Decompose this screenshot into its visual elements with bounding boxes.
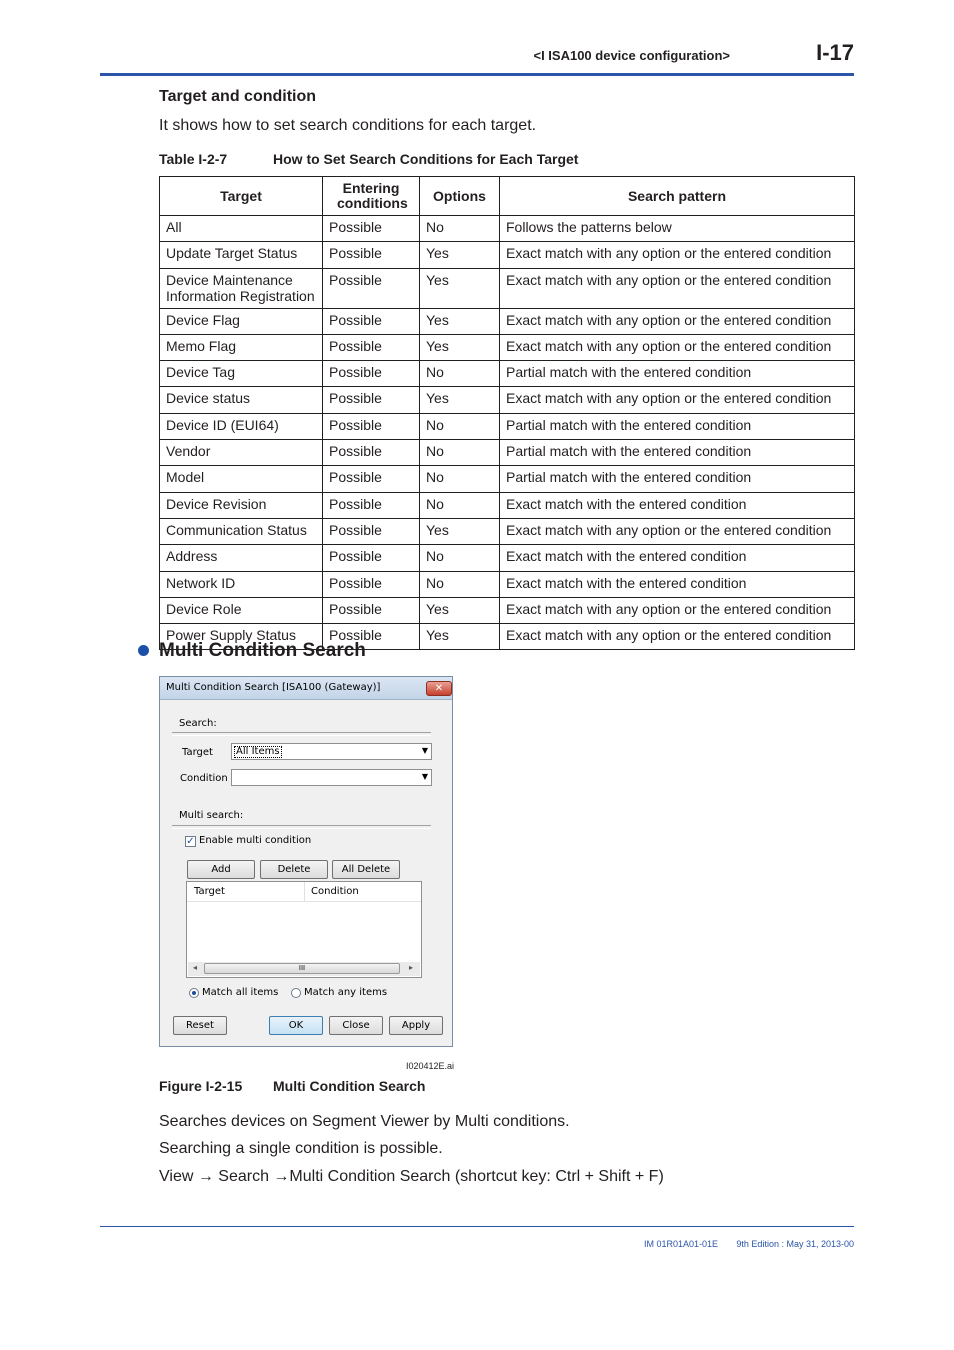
cell-target: Device ID (EUI64) — [160, 413, 323, 439]
cell-target: Model — [160, 466, 323, 492]
table-row — [160, 545, 855, 571]
conditions-list[interactable] — [186, 881, 422, 978]
multi-condition-search-dialog — [159, 676, 453, 1047]
match-any-radio[interactable] — [291, 988, 301, 998]
search-group-label: Search: — [179, 718, 217, 729]
cell-entering-conditions: Possible — [323, 361, 420, 387]
figure-caption-number: Figure I-2-15 — [159, 1078, 243, 1094]
subsection-title: Multi Condition Search — [159, 640, 366, 661]
cell-options: No — [420, 545, 500, 571]
cell-entering-conditions: Possible — [323, 413, 420, 439]
dialog-title: Multi Condition Search [ISA100 (Gateway)] — [166, 682, 381, 693]
cell-options: No — [420, 492, 500, 518]
multi-search-group-label: Multi search: — [179, 810, 244, 821]
table-row — [160, 440, 855, 466]
cell-options: No — [420, 571, 500, 597]
add-button[interactable]: Add — [187, 860, 255, 879]
search-group-rule — [172, 732, 431, 736]
body-paragraph-2: Searching a single condition is possible. — [159, 1140, 443, 1157]
cell-search-pattern: Exact match with any option or the entered condition — [500, 268, 855, 308]
cell-options: No — [420, 216, 500, 242]
cell-options: Yes — [420, 624, 500, 650]
body-paragraph-3: View → Search →Multi Condition Search (shortcut key: Ctrl + Shift + F) — [159, 1168, 664, 1185]
table-row — [160, 308, 855, 334]
cell-options: No — [420, 466, 500, 492]
reset-button[interactable]: Reset — [173, 1016, 227, 1035]
table-row — [160, 571, 855, 597]
bullet-icon — [138, 645, 149, 656]
cell-options: No — [420, 361, 500, 387]
chevron-down-icon: ▼ — [421, 746, 428, 755]
cell-target: Device Tag — [160, 361, 323, 387]
cell-entering-conditions: Possible — [323, 334, 420, 360]
footer-rule — [100, 1226, 854, 1227]
running-header: <I ISA100 device configuration> — [533, 48, 730, 63]
condition-label: Condition — [180, 773, 228, 784]
close-icon[interactable]: ✕ — [426, 681, 452, 696]
cell-search-pattern: Partial match with the entered condition — [500, 440, 855, 466]
search-conditions-table — [159, 176, 855, 650]
table-body — [160, 216, 855, 650]
table-row — [160, 466, 855, 492]
enable-multi-condition-checkbox[interactable]: ✓ — [186, 836, 195, 847]
cell-entering-conditions: Possible — [323, 242, 420, 268]
header-rule — [100, 73, 854, 76]
cell-entering-conditions: Possible — [323, 571, 420, 597]
delete-button[interactable]: Delete — [260, 860, 328, 879]
table-row — [160, 597, 855, 623]
cell-target: Device Maintenance Information Registration — [160, 268, 323, 308]
list-col-condition[interactable]: Condition — [311, 886, 359, 897]
table-header-row — [160, 177, 855, 216]
cell-search-pattern: Exact match with any option or the entered condition — [500, 624, 855, 650]
cell-options: Yes — [420, 242, 500, 268]
cell-search-pattern: Exact match with any option or the entered condition — [500, 597, 855, 623]
cell-search-pattern: Exact match with the entered condition — [500, 571, 855, 597]
body-paragraph-1: Searches devices on Segment Viewer by Multi conditions. — [159, 1113, 570, 1130]
cell-entering-conditions: Possible — [323, 545, 420, 571]
footer-edition: 9th Edition : May 31, 2013-00 — [736, 1239, 854, 1249]
cell-options: No — [420, 440, 500, 466]
table-row — [160, 268, 855, 308]
page-number: I-17 — [816, 40, 854, 65]
table-row — [160, 387, 855, 413]
chevron-down-icon: ▼ — [421, 772, 428, 781]
target-label: Target — [182, 747, 213, 758]
cell-target: Communication Status — [160, 518, 323, 544]
cell-entering-conditions: Possible — [323, 624, 420, 650]
cell-entering-conditions: Possible — [323, 518, 420, 544]
multi-search-group-rule — [172, 825, 431, 829]
list-col-separator — [304, 882, 305, 901]
conditions-list-header — [187, 882, 421, 902]
cell-target: Device Revision — [160, 492, 323, 518]
table-caption-number: Table I-2-7 — [159, 151, 228, 167]
table-row — [160, 334, 855, 360]
cell-search-pattern: Exact match with any option or the entered condition — [500, 518, 855, 544]
cell-search-pattern: Exact match with any option or the entered condition — [500, 308, 855, 334]
target-dropdown-value: All Items — [236, 746, 280, 757]
cell-target: Update Target Status — [160, 242, 323, 268]
scroll-right-icon[interactable]: ▸ — [409, 963, 414, 972]
cell-search-pattern: Exact match with the entered condition — [500, 545, 855, 571]
scrollbar-thumb[interactable]: III — [204, 963, 400, 974]
all-delete-button[interactable]: All Delete — [332, 860, 400, 879]
col-header-options: Options — [420, 177, 500, 216]
cell-entering-conditions: Possible — [323, 268, 420, 308]
table-row — [160, 216, 855, 242]
cell-target: Memo Flag — [160, 334, 323, 360]
condition-dropdown[interactable] — [231, 769, 432, 786]
cell-search-pattern: Exact match with any option or the entered condition — [500, 334, 855, 360]
cell-entering-conditions: Possible — [323, 308, 420, 334]
cell-entering-conditions: Possible — [323, 597, 420, 623]
match-all-radio[interactable] — [189, 988, 199, 998]
cell-search-pattern: Partial match with the entered condition — [500, 361, 855, 387]
cell-target: Address — [160, 545, 323, 571]
cell-options: Yes — [420, 308, 500, 334]
cell-search-pattern: Exact match with any option or the entered condition — [500, 387, 855, 413]
cell-target: All — [160, 216, 323, 242]
close-button[interactable]: Close — [329, 1016, 383, 1035]
target-dropdown[interactable] — [231, 743, 432, 760]
table-row — [160, 361, 855, 387]
list-col-target[interactable]: Target — [194, 886, 225, 897]
figure-file-id: I020412E.ai — [405, 1061, 454, 1071]
cell-entering-conditions: Possible — [323, 216, 420, 242]
table-row — [160, 518, 855, 544]
cell-search-pattern: Partial match with the entered condition — [500, 466, 855, 492]
match-all-label: Match all items — [202, 987, 279, 998]
table-caption-title: How to Set Search Conditions for Each Target — [273, 151, 579, 167]
match-any-label: Match any items — [304, 987, 388, 998]
table-row — [160, 413, 855, 439]
cell-entering-conditions: Possible — [323, 387, 420, 413]
cell-options: No — [420, 413, 500, 439]
cell-target: Device status — [160, 387, 323, 413]
apply-button[interactable]: Apply — [389, 1016, 443, 1035]
cell-entering-conditions: Possible — [323, 492, 420, 518]
cell-options: Yes — [420, 387, 500, 413]
cell-options: Yes — [420, 597, 500, 623]
cell-target: Network ID — [160, 571, 323, 597]
cell-options: Yes — [420, 518, 500, 544]
cell-options: Yes — [420, 268, 500, 308]
ok-button[interactable]: OK — [269, 1016, 323, 1035]
cell-search-pattern: Follows the patterns below — [500, 216, 855, 242]
table-row — [160, 242, 855, 268]
horizontal-scrollbar[interactable] — [188, 962, 420, 976]
cell-target: Device Flag — [160, 308, 323, 334]
cell-search-pattern: Exact match with any option or the entered condition — [500, 242, 855, 268]
col-header-target: Target — [160, 177, 323, 216]
table-row — [160, 492, 855, 518]
footer-document-number: IM 01R01A01-01E — [643, 1239, 718, 1249]
enable-multi-condition-label: Enable multi condition — [199, 835, 312, 846]
scroll-left-icon[interactable]: ◂ — [193, 963, 198, 972]
cell-target: Vendor — [160, 440, 323, 466]
cell-entering-conditions: Possible — [323, 466, 420, 492]
cell-target: Power Supply Status — [160, 624, 323, 650]
cell-options: Yes — [420, 334, 500, 360]
dialog-titlebar — [160, 677, 452, 700]
section-text: It shows how to set search conditions for each target. — [159, 117, 537, 134]
figure-caption-title: Multi Condition Search — [273, 1078, 426, 1094]
col-header-entering-conditions: Entering conditions — [323, 177, 420, 216]
cell-search-pattern: Partial match with the entered condition — [500, 413, 855, 439]
cell-target: Device Role — [160, 597, 323, 623]
section-title: Target and condition — [159, 88, 317, 105]
col-header-search-pattern: Search pattern — [500, 177, 855, 216]
cell-entering-conditions: Possible — [323, 440, 420, 466]
cell-search-pattern: Exact match with the entered condition — [500, 492, 855, 518]
